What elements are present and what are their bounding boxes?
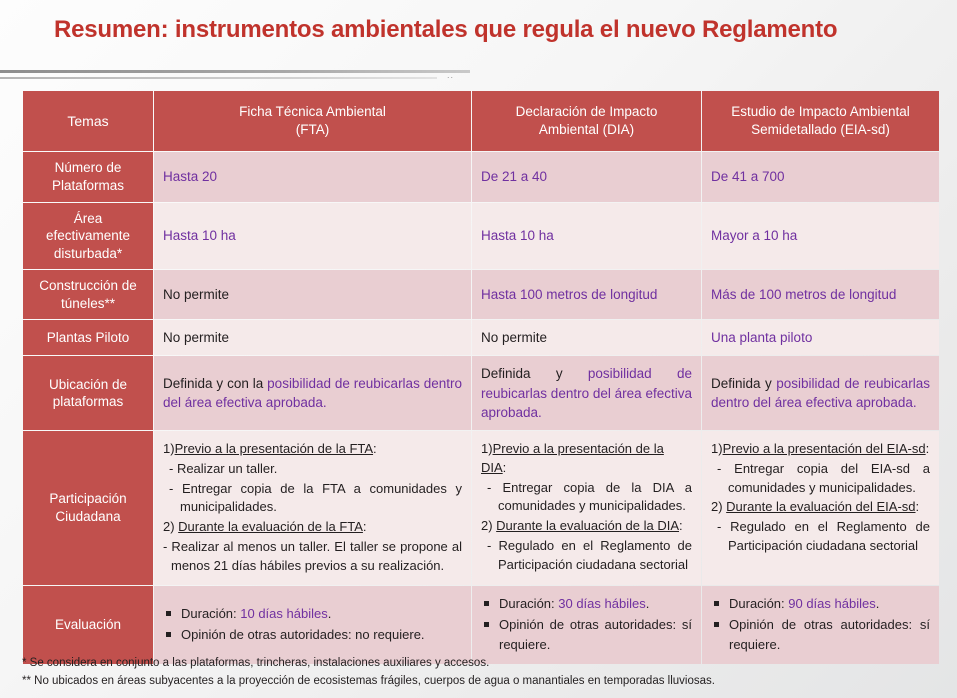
cell-tuneles-eia-text: Más de 100 metros de longitud — [711, 287, 897, 303]
row-header-area-line1: Área — [73, 210, 103, 226]
cell-area-dia — [472, 203, 701, 270]
participacion-dia-heading2 — [481, 517, 692, 536]
summary-table — [22, 90, 940, 665]
cell-plantas-dia: No permite — [472, 320, 701, 355]
cell-ubicacion-dia — [472, 356, 701, 429]
participacion-dia-item2: - Regulado en el Reglamento de Participación ciudadana sectorial — [487, 538, 692, 572]
table-row-participacion — [23, 431, 939, 585]
row-header-plantas: Plantas Piloto — [23, 320, 153, 355]
row-header-participacion-line2: Ciudadana — [55, 508, 121, 524]
cell-plataformas-eia — [702, 152, 939, 201]
cell-evaluacion-eia — [702, 586, 939, 665]
column-header-fta-line1: Ficha Técnica Ambiental — [239, 104, 386, 119]
column-header-dia — [472, 91, 701, 151]
participacion-fta-h1-colon: : — [373, 440, 377, 456]
participacion-fta-h2-colon: : — [362, 519, 367, 535]
cell-ubicacion-fta-purple: posibilidad de reubicarlas dentro del área efectiva aprobada. — [163, 376, 462, 411]
participacion-fta-item2: - Entregar copia de la FTA a comunidades y municipalidades. — [169, 480, 462, 515]
participacion-fta-list — [163, 440, 462, 576]
cell-tuneles-fta: No permite — [154, 270, 471, 319]
cell-ubicacion-eia-purple: posibilidad de reubicarlas dentro del área efectiva aprobada. — [711, 376, 930, 411]
row-header-plataformas-line1: Número de — [54, 160, 122, 176]
cell-plataformas-fta — [154, 152, 471, 201]
cell-ubicacion-eia — [702, 356, 939, 429]
participacion-fta-item1: - Realizar un taller. — [169, 460, 278, 476]
cell-tuneles-dia — [472, 270, 701, 319]
evaluacion-fta-bullet2: Opinión de otras autoridades: no requiere. — [163, 625, 462, 645]
cell-plataformas-fta-text: Hasta 20 — [163, 169, 218, 185]
cell-area-eia — [702, 203, 939, 270]
participacion-eia-h2-text: Durante la evaluación del EIA-sd — [726, 499, 916, 515]
column-header-eia-line2: Semidetallado (EIA-sd) — [751, 122, 890, 138]
participacion-dia-h2-text: Durante la evaluación de la DIA — [496, 518, 680, 534]
evaluacion-eia-bullet2: Opinión de otras autoridades: sí requiere. — [711, 615, 930, 654]
cell-ubicacion-eia-dark: Definida y — [711, 376, 777, 391]
cell-area-fta — [154, 203, 471, 270]
participacion-eia-h1-colon: : — [925, 440, 930, 456]
table-header-row — [23, 91, 939, 151]
participacion-eia-h1-num: 1) — [711, 440, 723, 456]
cell-plantas-fta: No permite — [154, 320, 471, 355]
participacion-dia-h1-text: Previo a la presentación de la DIA — [481, 440, 664, 475]
evaluacion-eia-b1-post: . — [875, 595, 880, 611]
evaluacion-eia-b1-purple: 90 días hábiles — [788, 595, 876, 611]
participacion-dia-list — [481, 440, 692, 575]
cell-participacion-eia — [702, 431, 939, 585]
cell-area-fta-text: Hasta 10 ha — [163, 228, 236, 244]
row-header-plataformas-line2: Plataformas — [51, 177, 125, 193]
cell-tuneles-dia-text: Hasta 100 metros de longitud — [481, 287, 658, 303]
cell-area-dia-text: Hasta 10 ha — [481, 228, 554, 244]
participacion-dia-h2-num: 2) — [481, 518, 497, 534]
cell-ubicacion-fta — [154, 356, 471, 429]
row-header-tuneles-line1: Construcción de — [39, 278, 137, 294]
evaluacion-eia-b1-pre: Duración: — [729, 595, 789, 611]
column-header-eia-line1: Estudio de Impacto Ambiental — [731, 104, 910, 119]
participacion-fta-item3: - Realizar al menos un taller. El taller se propone al menos 21 días hábiles previos a su realización. — [163, 539, 462, 573]
evaluacion-dia-b1-purple: 30 días hábiles — [558, 595, 646, 611]
participacion-eia-h2-num: 2) — [711, 499, 727, 515]
participacion-eia-heading2 — [711, 498, 930, 517]
row-header-area-line3: disturbada* — [53, 245, 123, 261]
evaluacion-dia-b1-pre: Duración: — [499, 595, 559, 611]
column-header-eia — [702, 91, 939, 151]
evaluacion-fta-list — [163, 604, 462, 645]
table-row-plantas — [23, 320, 939, 355]
evaluacion-dia-bullet1 — [481, 594, 692, 614]
participacion-fta-h1-num: 1) — [163, 440, 175, 456]
participacion-fta-heading1 — [163, 440, 462, 459]
cell-participacion-fta — [154, 431, 471, 585]
cell-ubicacion-fta-dark: Definida y con la — [163, 376, 268, 391]
participacion-dia-h1-colon: : — [502, 459, 507, 475]
evaluacion-eia-bullet1 — [711, 594, 930, 614]
row-header-area-line2: efectivamente — [45, 228, 131, 244]
column-header-dia-line2: Ambiental (DIA) — [538, 122, 635, 138]
cell-ubicacion-dia-dark: Definida y — [481, 366, 588, 382]
title-divider — [0, 70, 470, 79]
evaluacion-eia-list — [711, 594, 930, 655]
row-header-evaluacion: Evaluación — [23, 586, 153, 665]
column-header-dia-line1: Declaración de Impacto — [515, 104, 658, 119]
row-header-participacion — [23, 431, 153, 585]
row-header-area — [23, 203, 153, 270]
row-header-plataformas — [23, 152, 153, 201]
cell-evaluacion-fta — [154, 586, 471, 665]
footnote-1: * Se considera en conjunto a las plataformas, trincheras, instalaciones auxiliares y accesos. — [22, 657, 490, 669]
evaluacion-fta-b1-post: . — [327, 605, 332, 621]
cell-plantas-eia-text: Una planta piloto — [711, 330, 813, 346]
participacion-eia-item2: - Regulado en el Reglamento de Participación ciudadana sectorial — [717, 519, 930, 554]
cell-plataformas-dia-text: De 21 a 40 — [481, 169, 548, 185]
participacion-eia-item1: - Entregar copia del EIA-sd a comunidades y municipalidades. — [717, 460, 930, 495]
table-row-evaluacion — [23, 586, 939, 665]
column-header-fta — [154, 91, 471, 151]
cell-plataformas-eia-text: De 41 a 700 — [711, 169, 785, 185]
page-title: Resumen: instrumentos ambientales que regula el nuevo Reglamento — [54, 16, 838, 43]
table-row-tuneles — [23, 270, 939, 319]
table-row-area — [23, 203, 939, 270]
row-header-ubicacion — [23, 356, 153, 429]
row-header-ubicacion-line1: Ubicación de — [48, 376, 128, 392]
cell-area-eia-text: Mayor a 10 ha — [711, 228, 798, 244]
row-header-participacion-line1: Participación — [49, 491, 127, 507]
evaluacion-dia-list — [481, 594, 692, 655]
divider-line-top — [0, 70, 470, 73]
participacion-eia-h1-text: Previo a la presentación del EIA-sd — [722, 440, 926, 456]
row-header-tuneles — [23, 270, 153, 319]
cell-evaluacion-dia — [472, 586, 701, 665]
column-header-fta-line2: (FTA) — [295, 122, 330, 138]
row-header-tuneles-line2: túneles** — [60, 295, 116, 311]
table-row-ubicacion — [23, 356, 939, 429]
cell-tuneles-eia — [702, 270, 939, 319]
table-row-plataformas — [23, 152, 939, 201]
evaluacion-fta-b1-pre: Duración: — [181, 605, 241, 621]
divider-line-bottom — [0, 77, 437, 79]
participacion-fta-h1-text: Previo a la presentación de la FTA — [174, 440, 374, 456]
cell-plataformas-dia — [472, 152, 701, 201]
cell-ubicacion-dia-purple: posibilidad de reubicarlas dentro del área efectiva aprobada. — [481, 366, 692, 420]
participacion-eia-heading1 — [711, 440, 930, 459]
participacion-eia-h2-colon: : — [915, 499, 920, 515]
evaluacion-fta-bullet1 — [163, 604, 462, 624]
cell-participacion-dia — [472, 431, 701, 585]
participacion-fta-h2-text: Durante la evaluación de la FTA — [178, 519, 363, 535]
evaluacion-dia-b1-post: . — [645, 595, 650, 611]
footnotes — [22, 655, 715, 691]
participacion-dia-h1-num: 1) — [481, 440, 493, 456]
evaluacion-fta-b1-purple: 10 días hábiles — [240, 605, 328, 621]
participacion-dia-item1: - Entregar copia de la DIA a comunidades y municipalidades. — [487, 479, 692, 514]
participacion-fta-h2-num: 2) — [163, 519, 179, 535]
cell-plantas-eia — [702, 320, 939, 355]
participacion-dia-h2-colon: : — [679, 518, 683, 534]
evaluacion-dia-bullet2: Opinión de otras autoridades: sí requiere. — [481, 615, 692, 654]
footnote-2: ** No ubicados en áreas subyacentes a la proyección de ecosistemas frágiles, cuerpos de agua o manantiales en temporadas lluviosas. — [22, 674, 715, 687]
column-header-themes: Temas — [23, 91, 153, 151]
row-header-ubicacion-line2: plataformas — [52, 394, 124, 410]
participacion-eia-list — [711, 440, 930, 556]
participacion-dia-heading1 — [481, 440, 692, 478]
participacion-fta-heading2 — [163, 518, 462, 537]
divider-dots: .. — [447, 70, 455, 80]
